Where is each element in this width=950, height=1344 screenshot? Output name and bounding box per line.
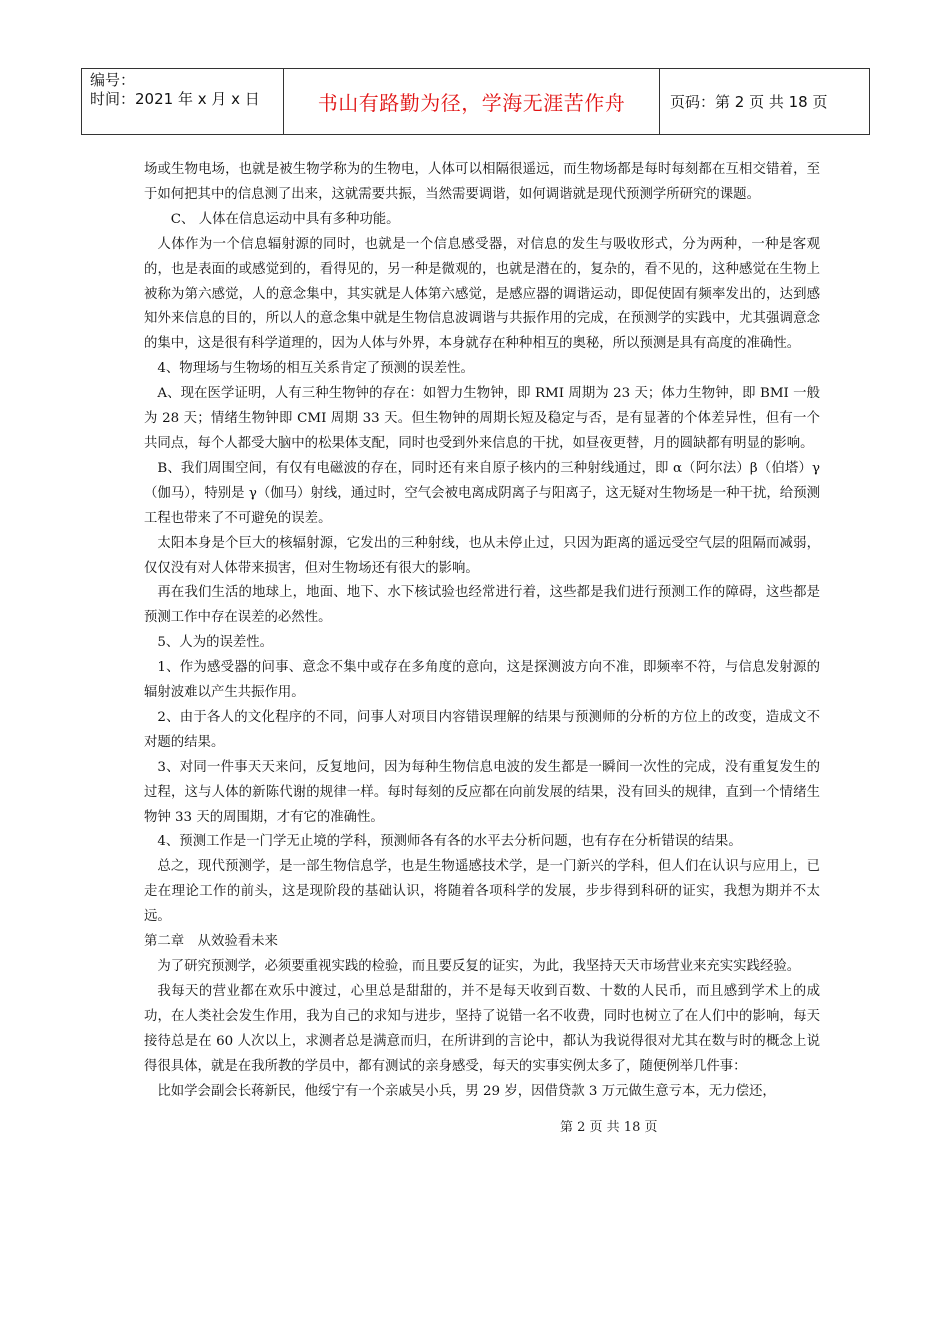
paragraph: 人体作为一个信息辐射源的同时，也就是一个信息感受器，对信息的发生与吸收形式，分为两种，一种是客观的，也是表面的或感觉到的，看得见的，另一种是微观的，也就是潜在的，复杂的，看不见的，这种感觉在生物上被称为第六感觉，人的意念集中，其实就是人体第六感觉，是感应器的调谐运动，即促使固有频率发出的，达到感知外来信息的目的，所以人的意念集中就是生物信息波调谐与共振作用的完成，在预测学的实践中，尤其强调意念的集中，这是很有科学道理的，因为人体与外界，本身就存在种种相互的奥秘，所以预测是具有高度的准确性。 — [144, 236, 820, 352]
paragraph: 比如学会副会长蒋新民，他绥宁有一个亲戚吴小兵，男 29 岁，因借贷款 3 万元做生意亏本，无力偿还， — [157, 1083, 776, 1099]
paragraph: 1、作为感受器的问事、意念不集中或存在多角度的意向，这是探测波方向不准，即频率不符，与信息发射源的辐射波难以产生共振作用。 — [144, 660, 820, 701]
document-body — [144, 158, 820, 1104]
document-date: 时间：2021 年 x 月 x 日 — [90, 90, 260, 108]
paragraph: 我每天的营业都在欢乐中渡过，心里总是甜甜的，并不是每天收到百数、十数的人民币，而且感到学术上的成功，在人类社会发生作用，我为自己的求知与进步，坚持了说错一名不收费，同时也树立了在人们中的影响，每天接待总是在 60 人次以上，求测者总是满意而归，在所讲到的言论中，都认为我说得很对尤其在数与时的概念上说得很具体，就是在我所教的学员中，都有测试的亲身感受，每天的实事实例太多了，随便例举几件事： — [144, 983, 820, 1074]
header-motto-cell — [284, 69, 660, 134]
paragraph: 再在我们生活的地球上，地面、地下、水下核试验也经常进行着，这些都是我们进行预测工作的障碍，这些都是预测工作中存在误差的必然性。 — [144, 585, 820, 626]
paragraph: 场或生物电场，也就是被生物学称为的生物电，人体可以相隔很遥远，而生物场都是每时每刻都在互相交错着，至于如何把其中的信息测了出来，这就需要共振，当然需要调谐，如何调谐就是现代预测学所研究的课题。 — [144, 162, 820, 202]
page-footer-marker: 第 2 页 共 18 页 — [560, 1120, 658, 1135]
paragraph: B、我们周围空间，有仅有电磁波的存在，同时还有来自原子核内的三种射线通过，即 α（阿尔法）β（伯塔）γ（伽马），特别是 γ（伽马）射线，通过时，空气会被电离成阴离子与阳离子，这无疑对生物场是一种干扰，给预测工程也带来了不可避免的误差。 — [144, 460, 820, 526]
paragraph: 3、对同一件事天天来问，反复地问，因为每种生物信息电波的发生都是一瞬间一次性的完成，没有重复发生的过程，这与人体的新陈代谢的规律一样。每时每刻的反应都在向前发展的结果，没有回头的规律，直到一个情绪生物钟 33 天的周围期，才有它的准确性。 — [144, 759, 820, 825]
header-page-cell — [660, 69, 869, 134]
paragraph: 5、人为的误差性。 — [157, 635, 274, 651]
paragraph: 为了研究预测学，必须要重视实践的检验，而且要反复的证实，为此，我坚持天天市场营业来充实实践经验。 — [157, 959, 801, 974]
header-table — [81, 68, 870, 135]
header-meta-cell — [82, 69, 284, 134]
paragraph: 4、物理场与生物场的相互关系肯定了预测的误差性。 — [157, 361, 474, 377]
paragraph: 4、预测工作是一门学无止境的学科，预测师各有各的水平去分析问题，也有存在分析错误的结果。 — [157, 834, 742, 850]
motto-text: 书山有路勤为径，学海无涯苦作舟 — [317, 91, 626, 115]
paragraph: 2、由于各人的文化程序的不同，问事人对项目内容错误理解的结果与预测师的分析的方位上的改变，造成文不对题的结果。 — [144, 709, 820, 750]
paragraph: C、 人体在信息运动中具有多种功能。 — [170, 211, 400, 227]
paragraph: 太阳本身是个巨大的核辐射源，它发出的三种射线，也从未停止过，只因为距离的遥远受空气层的阻隔而减弱，仅仅没有对人体带来损害，但对生物场还有很大的影响。 — [144, 535, 820, 576]
document-number: 编号： — [90, 71, 136, 89]
paragraph: A、现在医学证明，人有三种生物钟的存在：如智力生物钟，即 RMI 周期为 23 天；体力生物钟，即 BMI 一般为 28 天；情绪生物钟即 CMI 周期 33 天。但生物钟的周期长短及稳定与否，是有显著的个体差异性，但有一个共同点，每个人都受大脑中的松果体支配，同时也受到外来信息的干扰，如昼夜更替，月的圆缺都有明显的影响。 — [144, 386, 820, 451]
paragraph: 总之，现代预测学，是一部生物信息学，也是生物遥感技术学，是一门新兴的学科，但人们在认识与应用上，已走在理论工作的前头，这是现阶段的基础认识，将随着各项科学的发展，步步得到科研的证实，我想为期并不太远。 — [144, 859, 820, 925]
chapter-heading: 第二章 从效验看未来 — [144, 934, 278, 950]
page-info: 页码：第 2 页 共 18 页 — [670, 93, 828, 111]
